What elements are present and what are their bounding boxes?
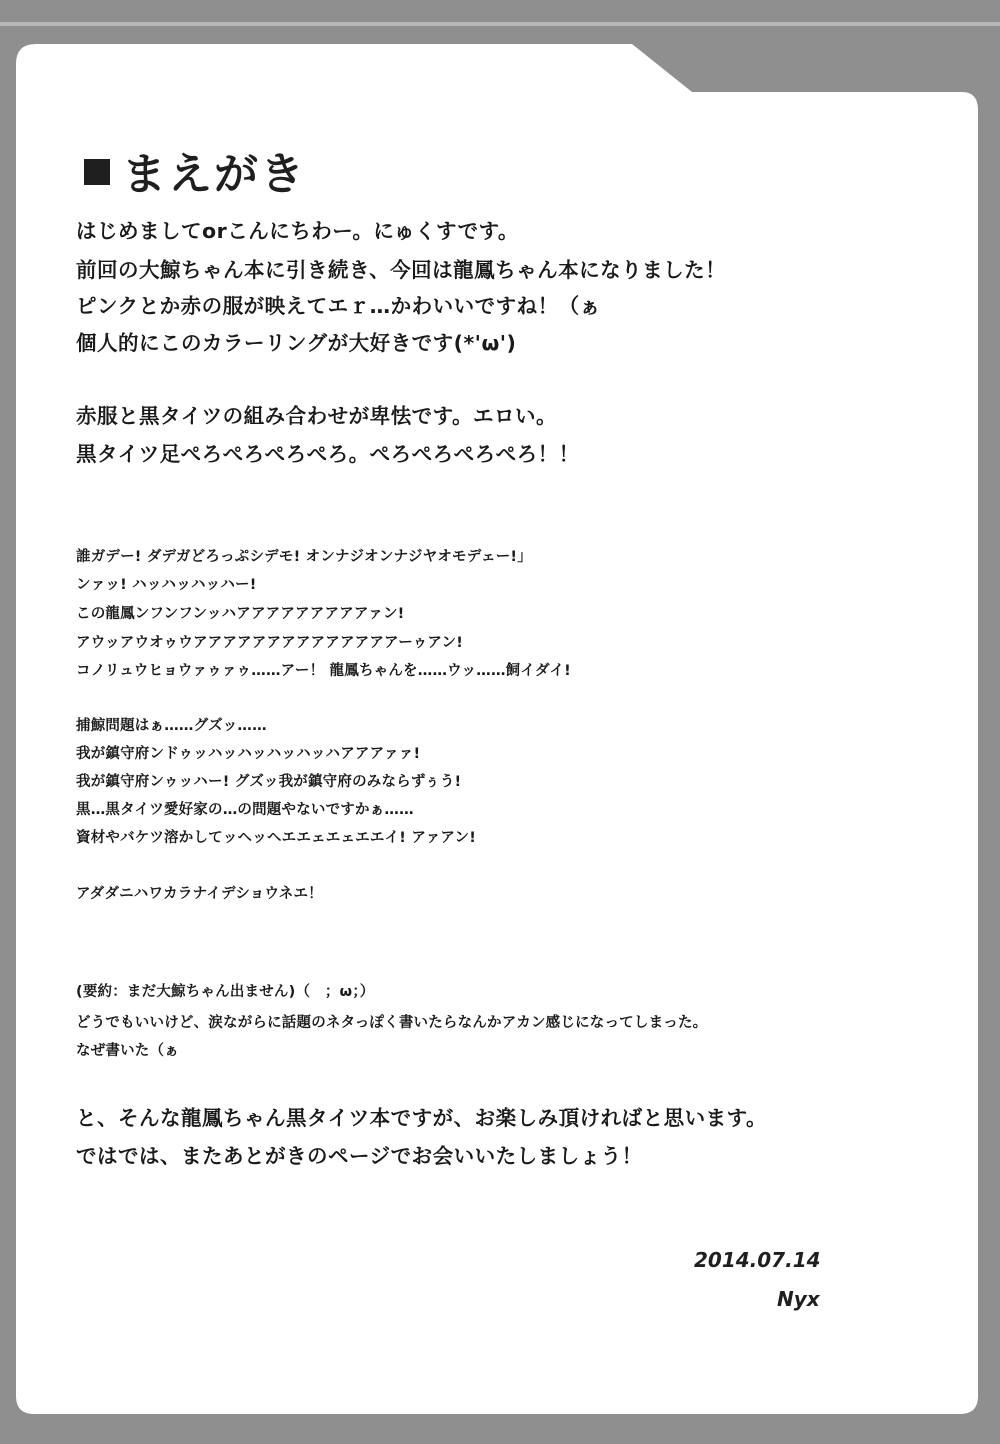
quote-line: コノリュウヒョウァゥァゥ……アー！ 龍鳳ちゃんを……ウッ……飼イダイ! <box>76 663 571 679</box>
quote-line: アダダニハワカラナイデショウネエ！ <box>76 886 323 902</box>
quote-line: この龍鳳ンフンフンッハアアアアアアアアアァン! <box>76 606 405 622</box>
quote-line: 誰ガデー! ダデガどろっぷシデモ! オンナジオンナジヤオモデェー!」 <box>76 549 532 565</box>
square-bullet-icon <box>84 159 110 185</box>
closing-line: と、そんな龍鳳ちゃん黒タイツ本ですが、お楽しみ頂ければと思います。 <box>76 1106 767 1130</box>
summary-line: どうでもいいけど、涙ながらに話題のネタっぽく書いたらなんかアカン感じになってしまった。 <box>76 1015 708 1031</box>
paragraph-line: 黒タイツ足ぺろぺろぺろぺろ。ぺろぺろぺろぺろ！！ <box>76 442 580 466</box>
summary-line: なぜ書いた（ぁ <box>76 1043 179 1059</box>
closing-line: ではでは、またあとがきのページでお会いいたしましょう！ <box>76 1144 643 1168</box>
intro-line: 前回の大鯨ちゃん本に引き続き、今回は龍鳳ちゃん本になりました！ <box>76 258 727 282</box>
foreword-heading <box>84 138 306 202</box>
quote-line: 我が鎮守府ンゥッハー! グズッ我が鎮守府のみならずぅう! <box>76 774 462 790</box>
date: 2014.07.14 <box>694 1248 821 1272</box>
quote-line: 黒…黒タイツ愛好家の…の問題やないですかぁ…… <box>76 802 414 818</box>
heading-text: まえがき <box>122 149 306 200</box>
author-name: Nyx <box>777 1287 820 1311</box>
summary-line: (要約：まだ大鯨ちゃん出ません)（ ；ω；） <box>76 984 375 1000</box>
quote-line: ンァッ! ハッハッハッハー! <box>76 577 257 593</box>
paragraph-line: 赤服と黒タイツの組み合わせが卑怯です。エロい。 <box>76 404 557 428</box>
intro-line: 個人的にこのカラーリングが大好きです(*'ω') <box>76 331 517 355</box>
intro-line: はじめましてorこんにちわー。にゅくすです。 <box>76 219 519 243</box>
quote-line: アウッアウオゥウアアアアアアアアアアアアアアーゥアン! <box>76 635 464 651</box>
intro-line: ピンクとか赤の服が映えてエｒ…かわいいですね！（ぁ <box>76 294 601 318</box>
quote-line: 捕鯨問題はぁ……グズッ…… <box>76 718 267 734</box>
quote-line: 我が鎮守府ンドゥッハッハッハッハッハアアアァァ! <box>76 746 421 762</box>
quote-line: 資材やバケツ溶かしてッヘッヘエエェエェエエイ! アァアン! <box>76 830 477 846</box>
